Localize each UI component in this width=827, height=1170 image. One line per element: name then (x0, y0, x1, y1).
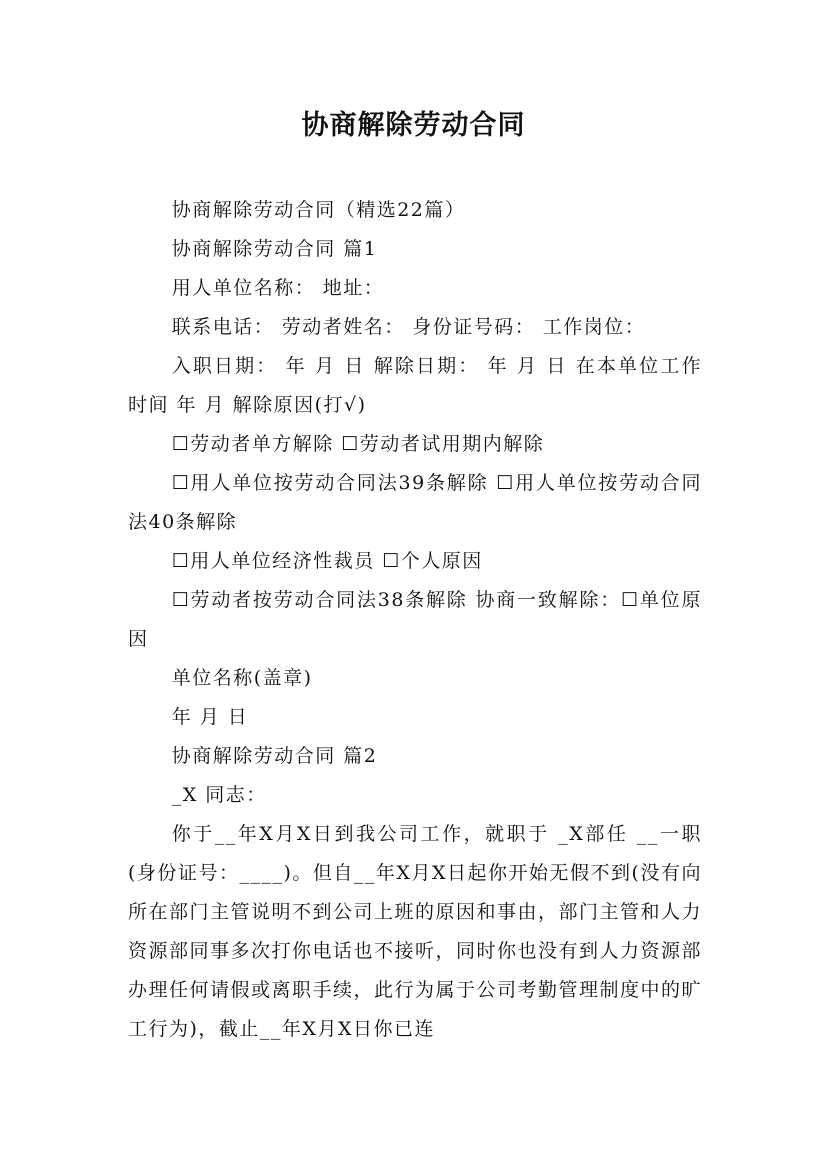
paragraph-section-2-heading: 协商解除劳动合同 篇2 (171, 745, 378, 767)
paragraph-reason-options-1: ☐劳动者单方解除 ☐劳动者试用期内解除 (171, 433, 545, 455)
paragraph-date-line: 年 月 日 (171, 706, 249, 728)
paragraph-employer-name: 用人单位名称： 地址： (171, 277, 385, 299)
paragraph-section-1-heading: 协商解除劳动合同 篇1 (171, 238, 378, 260)
paragraph-subtitle: 协商解除劳动合同（精选22篇） (171, 199, 466, 221)
paragraph-reason-options-3: ☐用人单位经济性裁员 ☐个人原因 (171, 550, 483, 572)
paragraph-reason-options-4: ☐劳动者按劳动合同法38条解除 协商一致解除：☐单位原因 (128, 589, 702, 650)
paragraph-contact-info: 联系电话： 劳动者姓名： 身份证号码： 工作岗位： (171, 316, 646, 338)
paragraph-dates: 入职日期： 年 月 日 解除日期： 年 月 日 在本单位工作时间 年 月 解除原因(打√) (128, 355, 702, 416)
paragraph-reason-options-2: ☐用人单位按劳动合同法39条解除 ☐用人单位按劳动合同法40条解除 (128, 472, 702, 533)
document-title: 协商解除劳动合同 (301, 110, 526, 141)
paragraph-salutation: _X 同志： (171, 784, 267, 806)
document-body (128, 191, 702, 1049)
paragraph-notice-body: 你于__年X月X日到我公司工作，就职于 _X部任 __一职(身份证号：____)。但自__年X月X日起你开始无假不到(没有向所在部门主管说明不到公司上班的原因和事由，部门主管和人力资源部同事多次打你电话也不接听，同时你也没有到人力资源部办理任何请假或离职手续，此行为属于公司考勤管理制度中的旷工行为)，截止__年X月X日你已连 (128, 823, 703, 1040)
paragraph-seal: 单位名称(盖章) (171, 667, 313, 689)
